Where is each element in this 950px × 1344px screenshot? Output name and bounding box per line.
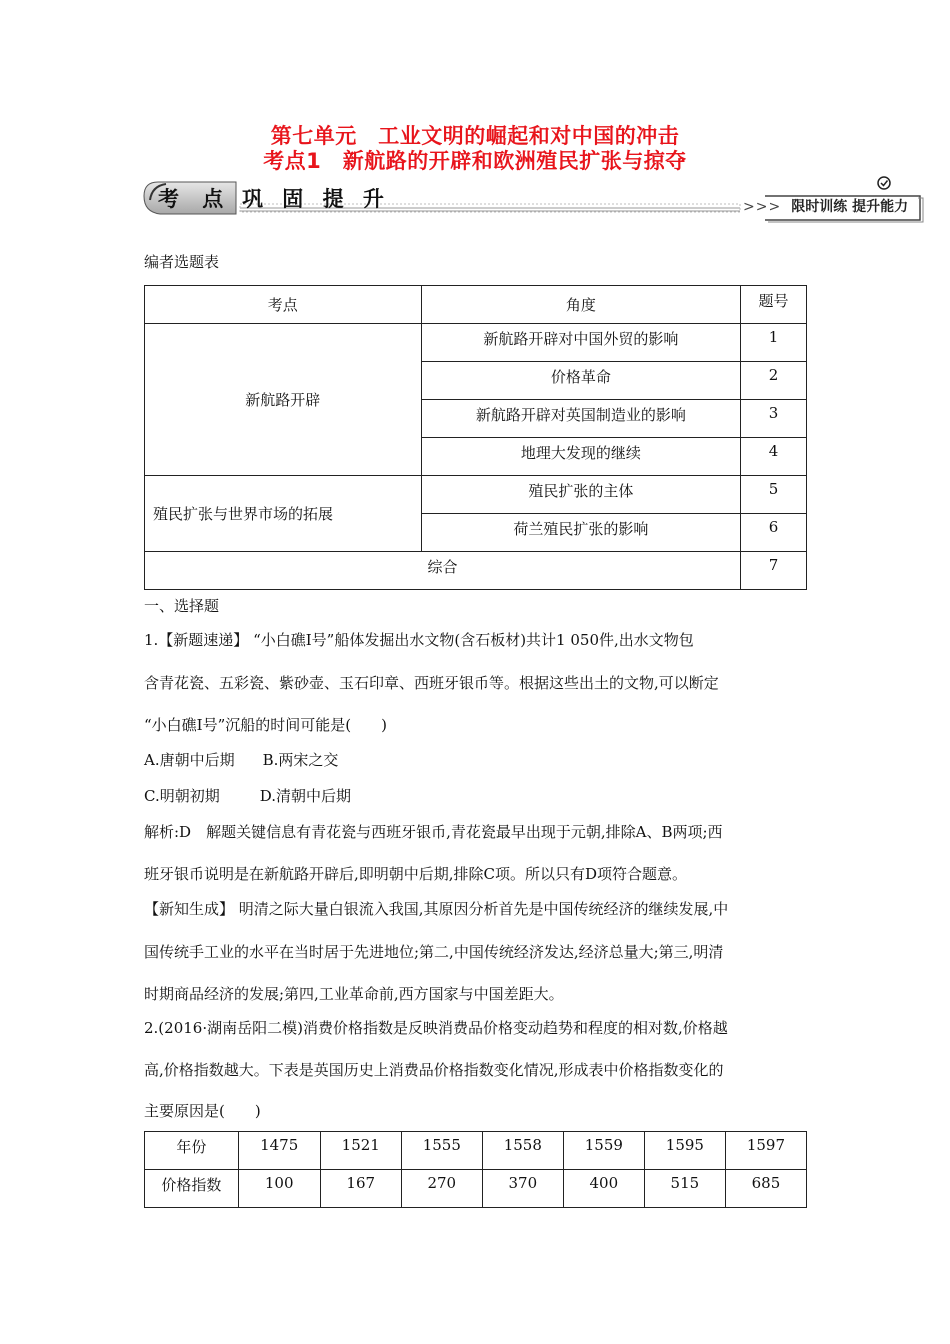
table-row [145, 476, 807, 514]
number-cell: 7 [741, 552, 807, 590]
q2-line: 2.(2016·湖南岳阳二模)消费价格指数是反映消费品价格变动趋势和程度的相对数,价格越 [144, 1019, 728, 1037]
summary-cell: 综合 [145, 552, 741, 590]
number-cell: 4 [741, 438, 807, 476]
year-cell: 1475 [238, 1132, 320, 1170]
angle-cell: 地理大发现的继续 [421, 438, 740, 476]
q1-analysis: 解析:D 解题关键信息有青花瓷与西班牙银币,青花瓷最早出现于元朝,排除A、B两项;西 [144, 823, 723, 841]
row-label-year: 年份 [145, 1132, 239, 1170]
table-row [145, 324, 807, 362]
option-d: D.清朝中后期 [259, 787, 351, 805]
banner-subtitle-text: 限时训练 提升能力 [787, 199, 912, 215]
number-cell: 3 [741, 400, 807, 438]
header-topic: 考点 [145, 286, 422, 324]
section-heading: 一、选择题 [144, 597, 220, 615]
header-angle: 角度 [421, 286, 740, 324]
index-row [145, 1170, 807, 1208]
topic-title: 考点1 新航路的开辟和欧洲殖民扩张与掠夺 [263, 149, 687, 173]
arrows-icon: >>> [743, 199, 782, 215]
year-cell: 1597 [725, 1132, 806, 1170]
q1-options-ab [144, 750, 808, 770]
q1-knowledge: 时期商品经济的发展;第四,工业革命前,西方国家与中国差距大。 [144, 985, 564, 1003]
q1-options-cd [144, 786, 808, 806]
group-new-route: 新航路开辟 [145, 324, 422, 476]
q1-knowledge: 国传统手工业的水平在当时居于先进地位;第二,中国传统经济发达,经济总量大;第三,明清 [144, 943, 724, 961]
year-cell: 1595 [644, 1132, 725, 1170]
banner-title-part2: 巩 固 提 升 [242, 187, 390, 211]
number-cell: 6 [741, 514, 807, 552]
q1-analysis: 班牙银币说明是在新航路开辟后,即明朝中后期,排除C项。所以只有D项符合题意。 [144, 865, 688, 883]
angle-cell: 荷兰殖民扩张的影响 [421, 514, 740, 552]
index-cell: 167 [320, 1170, 401, 1208]
check-circle-icon [878, 177, 890, 189]
number-cell: 2 [741, 362, 807, 400]
number-cell: 5 [741, 476, 807, 514]
year-cell: 1559 [563, 1132, 644, 1170]
number-cell: 1 [741, 324, 807, 362]
table-row [145, 552, 807, 590]
header-number: 题号 [741, 286, 807, 324]
year-cell: 1555 [401, 1132, 482, 1170]
unit-title: 第七单元 工业文明的崛起和对中国的冲击 [270, 124, 680, 148]
q1-knowledge: 【新知生成】 明清之际大量白银流入我国,其原因分析首先是中国传统经济的继续发展,中 [144, 900, 729, 918]
index-cell: 100 [238, 1170, 320, 1208]
index-cell: 270 [401, 1170, 482, 1208]
q1-line: “小白礁Ⅰ号”沉船的时间可能是( ) [144, 716, 387, 734]
section-banner [140, 174, 925, 228]
index-cell: 370 [482, 1170, 563, 1208]
q2-line: 主要原因是( ) [144, 1102, 261, 1120]
table-caption: 编者选题表 [144, 253, 220, 271]
angle-cell: 新航路开辟对英国制造业的影响 [421, 400, 740, 438]
index-cell: 685 [725, 1170, 806, 1208]
option-a: A.唐朝中后期 [144, 751, 235, 769]
selection-table [144, 285, 807, 590]
year-cell: 1558 [482, 1132, 563, 1170]
angle-cell: 新航路开辟对中国外贸的影响 [421, 324, 740, 362]
year-cell: 1521 [320, 1132, 401, 1170]
banner-subtitle [743, 194, 923, 220]
group-colonial-expansion: 殖民扩张与世界市场的拓展 [145, 476, 422, 552]
row-label-index: 价格指数 [145, 1170, 239, 1208]
banner-title [144, 186, 764, 212]
index-cell: 515 [644, 1170, 725, 1208]
angle-cell: 价格革命 [421, 362, 740, 400]
banner-title-part1: 考 点 [158, 187, 232, 211]
price-index-table [144, 1131, 807, 1208]
q1-line: 1.【新题速递】 “小白礁Ⅰ号”船体发掘出水文物(含石板材)共计1 050件,出水文物包 [144, 631, 694, 649]
q2-line: 高,价格指数越大。下表是英国历史上消费品价格指数变化情况,形成表中价格指数变化的 [144, 1061, 724, 1079]
q1-line: 含青花瓷、五彩瓷、紫砂壶、玉石印章、西班牙银币等。根据这些出土的文物,可以断定 [144, 674, 719, 692]
option-c: C.明朝初期 [144, 787, 220, 805]
option-b: B.两宋之交 [262, 751, 339, 769]
index-cell: 400 [563, 1170, 644, 1208]
year-row [145, 1132, 807, 1170]
angle-cell: 殖民扩张的主体 [421, 476, 740, 514]
